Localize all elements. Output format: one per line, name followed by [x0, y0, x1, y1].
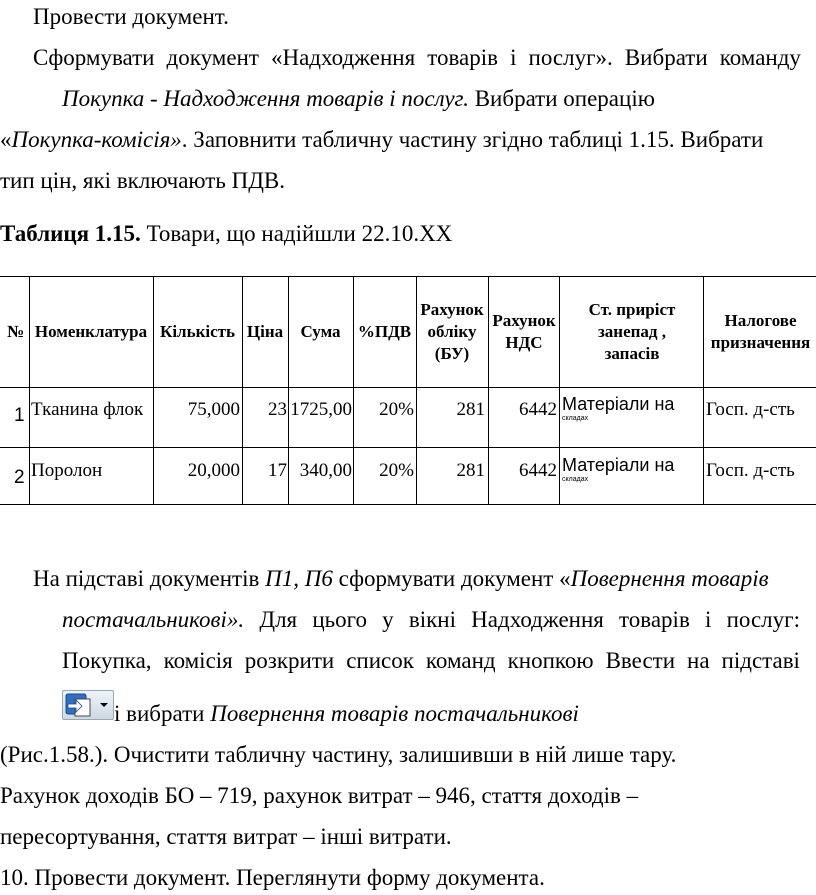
row1-name: Тканина флок — [31, 399, 144, 420]
para2-line2-word: цього — [312, 607, 367, 632]
para1-line1-word: Сформувати — [33, 45, 155, 70]
row2-num: 2 — [14, 467, 25, 488]
para2-line3-word: кнопкою — [507, 648, 594, 673]
header-account-bu: Рахунок обліку (БУ) — [420, 300, 484, 363]
para2-line2-word: у — [382, 607, 394, 632]
para2-line4: і вибрати Повернення товарів постачальникові — [114, 701, 579, 726]
row2-name: Поролон — [31, 460, 103, 481]
menu-path: Покупка - Надходження товарів і послуг. — [62, 86, 469, 111]
para2-line3-word: Покупка, — [62, 648, 152, 673]
header-price: Ціна — [246, 322, 284, 341]
row2-account-bu: 281 — [456, 460, 485, 481]
row1-article: Матеріали на — [562, 394, 675, 414]
row2-account-nds: 6442 — [519, 460, 557, 481]
para1-line1-word: послуг». — [528, 45, 613, 70]
para1-line1-word: команду — [719, 45, 801, 70]
para1-line1-word: Вибрати — [624, 45, 708, 70]
para2-line7: пересортування, стаття витрат – інші витрати. — [0, 824, 452, 849]
para2-line3-word: розкрити — [244, 648, 335, 673]
para2-line3-word: команд — [425, 648, 496, 673]
row1-tax: Госп. д-сть — [706, 399, 795, 420]
para2-line2-word: постачальникові». — [62, 607, 245, 632]
row2-tax: Госп. д-сть — [706, 460, 795, 481]
header-article: Ст. приріст занепад , запасів — [588, 300, 676, 363]
header-account-nds: Рахунок НДС — [492, 311, 556, 352]
row1-num: 1 — [14, 405, 25, 426]
header-vat: %ПДВ — [357, 322, 412, 341]
row1-account-bu: 281 — [456, 399, 485, 420]
para1-line3: «Покупка-комісія». Заповнити табличну частину згідно таблиці 1.15. Вибрати — [0, 127, 764, 152]
row2-vat: 20% — [379, 460, 414, 481]
para2-line2-word: вікні — [408, 607, 456, 632]
para2-line3-word: підставі — [721, 648, 800, 673]
para1-line1-word: документ — [166, 45, 259, 70]
row2-article-small: складах — [562, 476, 589, 483]
header-sum: Сума — [300, 322, 341, 341]
para1-line1-word: і — [510, 45, 517, 70]
para1-line1-word: «Надходження — [270, 45, 416, 70]
para2-line2-word: і — [705, 607, 712, 632]
step-text: Провести документ. — [33, 4, 229, 29]
header-name: Номенклатура — [34, 322, 148, 341]
para2-line8: 10. Провести документ. Переглянути форму документа. — [0, 865, 545, 890]
para1-line4: тип цін, які включають ПДВ. — [0, 168, 285, 193]
goods-table — [0, 276, 816, 505]
para2-line2-word: товарів — [619, 607, 690, 632]
row2-sum: 340,00 — [299, 460, 352, 481]
para2-line1: На підставі документів П1, П6 сформувати документ «Повернення товарів — [33, 566, 769, 591]
para1-line2: Покупка - Надходження товарів і послуг. Вибрати операцію — [62, 86, 655, 111]
para2-line2-word: послуг: — [726, 607, 800, 632]
row2-price: 17 — [268, 460, 287, 481]
para2-line3-word: на — [687, 648, 710, 673]
para2-line5: (Рис.1.58.). Очистити табличну частину, залишивши в ній лише тару. — [0, 742, 677, 767]
operation-name: Покупка-комісія» — [11, 127, 182, 152]
input-based-on-button[interactable] — [62, 690, 114, 720]
para2-line2 — [62, 605, 800, 635]
row1-article-small: складах — [562, 415, 589, 422]
row1-sum: 1725,00 — [290, 399, 352, 420]
para2-line6: Рахунок доходів БО – 719, рахунок витрат – 946, стаття доходів – — [0, 783, 639, 808]
row1-vat: 20% — [379, 399, 414, 420]
row1-price: 23 — [268, 399, 287, 420]
row2-article: Матеріали на — [562, 455, 675, 475]
header-qty: Кількість — [160, 322, 235, 341]
para2-line2-word: Надходження — [471, 607, 604, 632]
table-caption: Таблиця 1.15. Товари, що надійшли 22.10.ХХ — [0, 221, 453, 246]
para1-line1-word: товарів — [427, 45, 498, 70]
header-num: № — [6, 322, 25, 341]
para2-line2-word: Для — [259, 607, 298, 632]
para2-line3-word: комісія — [163, 648, 233, 673]
para2-line3-word: Ввести — [605, 648, 676, 673]
input-based-on-icon — [63, 691, 113, 719]
row1-qty: 75,000 — [187, 399, 240, 420]
para2-line3-word: список — [346, 648, 414, 673]
para2-line3 — [62, 646, 800, 676]
row1-account-nds: 6442 — [519, 399, 557, 420]
header-tax-purpose: Налогове призначення — [710, 311, 811, 352]
command-name: Повернення товарів постачальникові — [210, 701, 579, 726]
para1-line1 — [33, 43, 801, 73]
row2-qty: 20,000 — [187, 460, 240, 481]
